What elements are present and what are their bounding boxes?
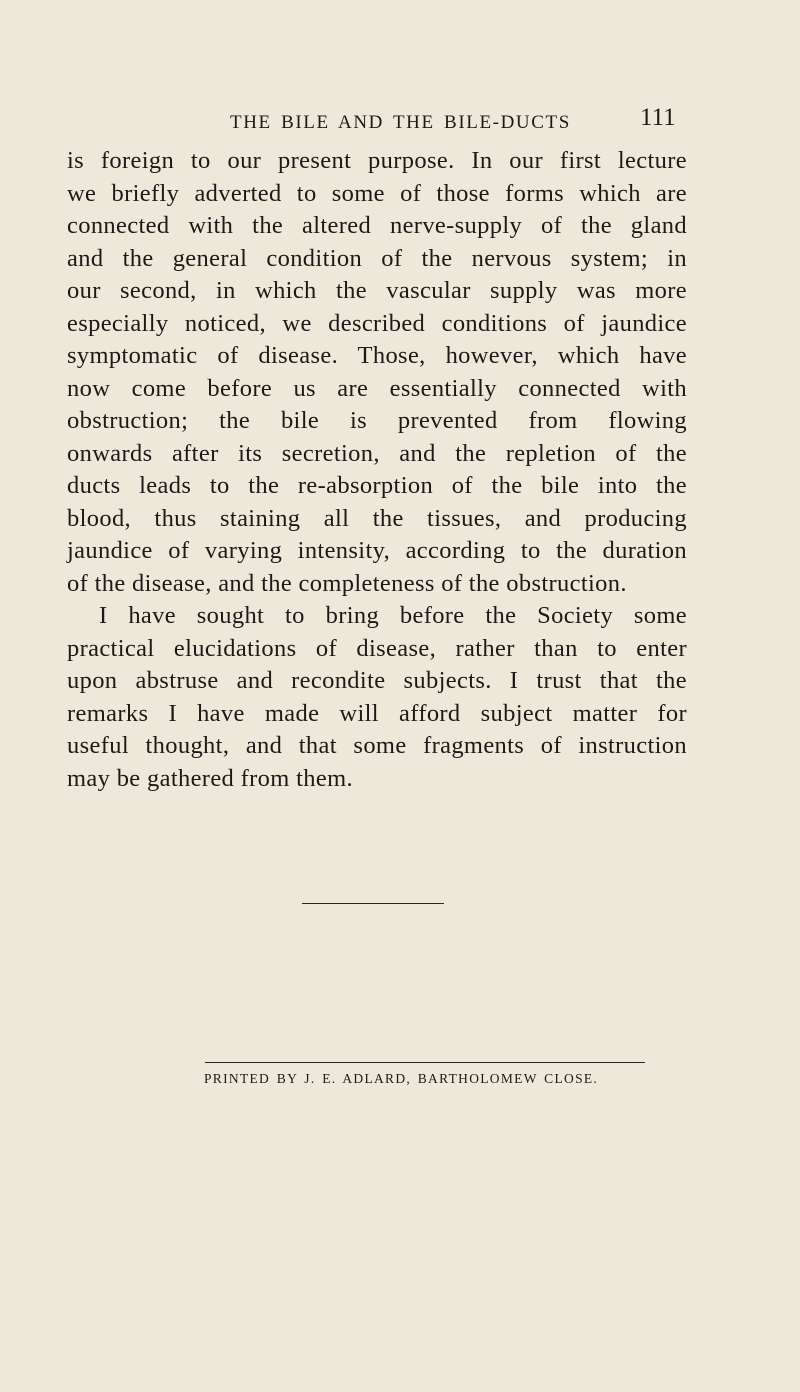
text-line: blood, thus staining all the tissues, and producing xyxy=(67,504,687,532)
text-line: jaundice of varying intensity, according to the duration xyxy=(67,537,687,564)
text-line: connected with the altered nerve-supply of the gland xyxy=(67,212,687,239)
text-line: is foreign to our present purpose. In our first lecture xyxy=(67,147,687,174)
running-title: THE BILE AND THE BILE-DUCTS xyxy=(230,112,571,133)
imprint-rule xyxy=(205,1062,645,1063)
text-line: remarks I have made will afford subject matter for xyxy=(67,699,687,727)
text-line-paragraph-start: I have sought to bring before the Society some xyxy=(99,602,687,629)
text-line: practical elucidations of disease, rather than to enter xyxy=(67,634,687,662)
text-line: and the general condition of the nervous system; in xyxy=(67,244,687,272)
text-line: onwards after its secretion, and the repletion of the xyxy=(67,439,687,467)
page-number: 111 xyxy=(640,104,676,131)
text-line: now come before us are essentially connected with xyxy=(67,374,687,402)
text-line: of the disease, and the completeness of the obstruction. xyxy=(67,569,627,597)
text-line: obstruction; the bile is prevented from flowing xyxy=(67,407,687,434)
text-line: useful thought, and that some fragments of instruction xyxy=(67,732,687,759)
text-line: especially noticed, we described conditions of jaundice xyxy=(67,309,687,337)
text-line: our second, in which the vascular supply was more xyxy=(67,277,687,304)
text-line: upon abstruse and recondite subjects. I trust that the xyxy=(67,667,687,694)
body-text xyxy=(67,145,687,795)
text-line: symptomatic of disease. Those, however, which have xyxy=(67,342,687,369)
section-end-rule xyxy=(302,903,444,904)
text-line: may be gathered from them. xyxy=(67,764,353,792)
text-line: we briefly adverted to some of those forms which are xyxy=(67,179,687,207)
text-line: ducts leads to the re-absorption of the bile into the xyxy=(67,472,687,499)
printer-imprint: PRINTED BY J. E. ADLARD, BARTHOLOMEW CLOSE. xyxy=(204,1071,599,1086)
